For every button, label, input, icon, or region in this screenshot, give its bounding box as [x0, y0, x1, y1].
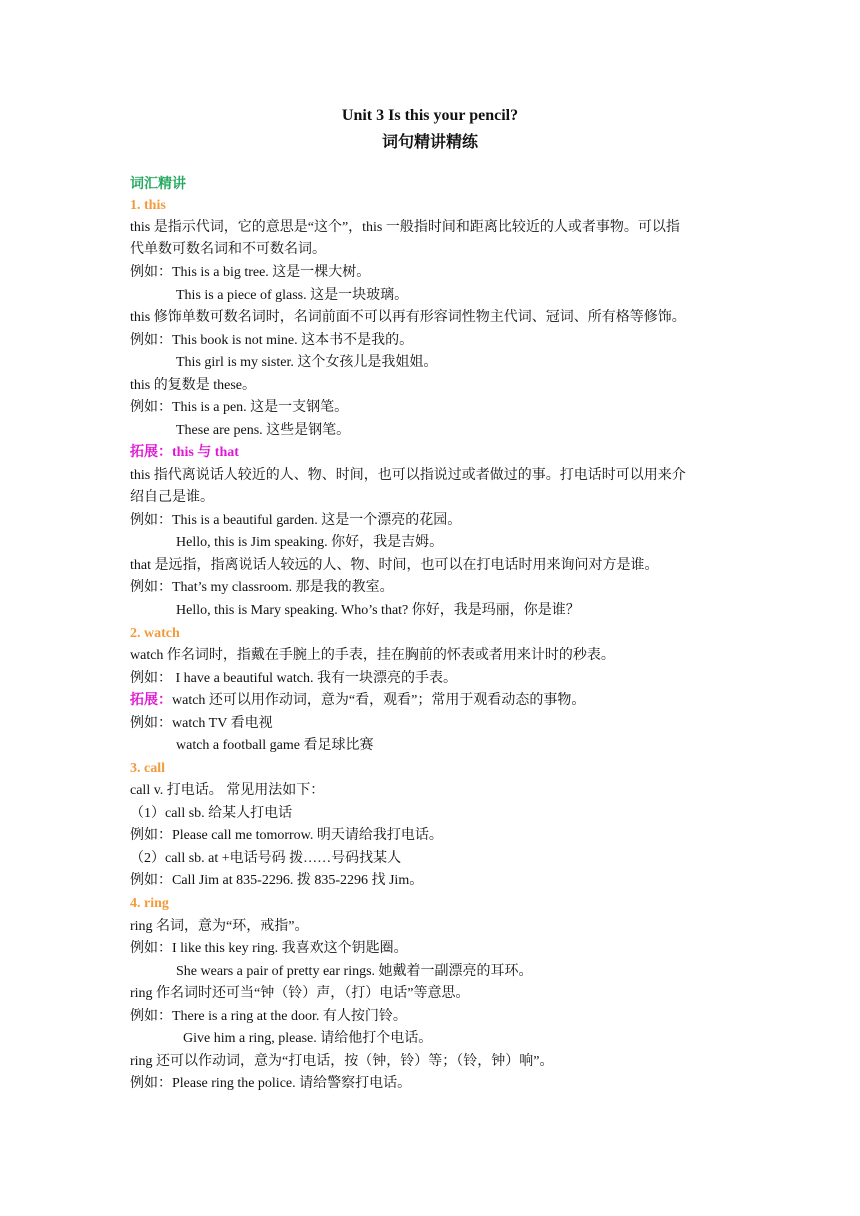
paragraph-line: this 修饰单数可数名词时，名词前面不可以再有形容词性物主代词、冠词、所有格等修饰。 [130, 310, 686, 325]
example-line: 例如：Please call me tomorrow. 明天请给我打电话。 [130, 828, 443, 843]
paragraph-line: ring 还可以作动词，意为“打电话，按（钟，铃）等；（铃，钟）响”。 [130, 1054, 554, 1069]
paragraph-line: call v. 打电话。 常见用法如下： [130, 783, 325, 798]
heading-watch: 2. watch [130, 626, 180, 641]
example-line: This is a piece of glass. 这是一块玻璃。 [176, 288, 409, 303]
paragraph-line: 绍自己是谁。 [130, 490, 214, 505]
paragraph-line: ring 名词，意为“环，戒指”。 [130, 919, 309, 934]
example-line: These are pens. 这些是钢笔。 [176, 423, 351, 438]
title-chinese: 词句精讲精练 [381, 134, 478, 151]
example-line: Hello, this is Jim speaking. 你好，我是吉姆。 [176, 535, 444, 550]
example-line: 例如：watch TV 看电视 [130, 716, 273, 731]
section-heading: 词汇精讲 [130, 177, 186, 192]
example-line: 例如：Please ring the police. 请给警察打电话。 [130, 1076, 412, 1091]
heading-call: 3. call [130, 761, 165, 776]
example-line: 例如：Call Jim at 835-2296. 拨 835-2296 找 Jim。 [130, 873, 424, 888]
paragraph-line: that 是远指，指离说话人较远的人、物、时间，也可以在打电话时用来询问对方是谁。 [130, 558, 659, 573]
extension-text: watch 还可以用作动词，意为“看，观看”；常用于观看动态的事物。 [172, 693, 586, 708]
paragraph-line: ring 作名词时还可当“钟（铃）声，（打）电话”等意思。 [130, 986, 470, 1001]
example-line: 例如：This is a beautiful garden. 这是一个漂亮的花园。 [130, 513, 462, 528]
example-line: 例如： I have a beautiful watch. 我有一块漂亮的手表。 [130, 671, 457, 686]
example-line: 例如：I like this key ring. 我喜欢这个钥匙圈。 [130, 941, 408, 956]
example-line: 例如：There is a ring at the door. 有人按门铃。 [130, 1009, 407, 1024]
example-line: She wears a pair of pretty ear rings. 她戴着一副漂亮的耳环。 [176, 964, 533, 979]
extension-heading: 拓展：this 与 that [130, 445, 239, 460]
usage-line: （2）call sb. at +电话号码 拨……号码找某人 [130, 851, 402, 866]
usage-line: （1）call sb. 给某人打电话 [130, 806, 293, 821]
example-line: watch a football game 看足球比赛 [176, 738, 374, 753]
heading-this: 1. this [130, 198, 166, 213]
extension-line [130, 691, 740, 711]
example-line: 例如：This is a big tree. 这是一棵大树。 [130, 265, 371, 280]
paragraph-line: this 是指示代词，它的意思是“这个”，this 一般指时间和距离比较近的人或者事物。可以指 [130, 220, 680, 235]
example-line: This girl is my sister. 这个女孩儿是我姐姐。 [176, 355, 438, 370]
example-line: Give him a ring, please. 请给他打个电话。 [183, 1031, 433, 1046]
paragraph-line: this 的复数是 these。 [130, 378, 256, 393]
paragraph-line: watch 作名词时，指戴在手腕上的手表，挂在胸前的怀表或者用来计时的秒表。 [130, 648, 615, 663]
extension-label: 拓展： [130, 693, 172, 708]
example-line: 例如：This book is not mine. 这本书不是我的。 [130, 333, 414, 348]
example-line: 例如：That’s my classroom. 那是我的教室。 [130, 580, 394, 595]
example-line: 例如：This is a pen. 这是一支钢笔。 [130, 400, 349, 415]
title-english: Unit 3 Is this your pencil? [341, 107, 519, 124]
paragraph-line: 代单数可数名词和不可数名词。 [130, 242, 326, 257]
paragraph-line: this 指代离说话人较近的人、物、时间，也可以指说过或者做过的事。打电话时可以用来介 [130, 468, 686, 483]
example-line: Hello, this is Mary speaking. Who’s that? 你好，我是玛丽，你是谁？ [176, 603, 580, 618]
heading-ring: 4. ring [130, 896, 169, 911]
